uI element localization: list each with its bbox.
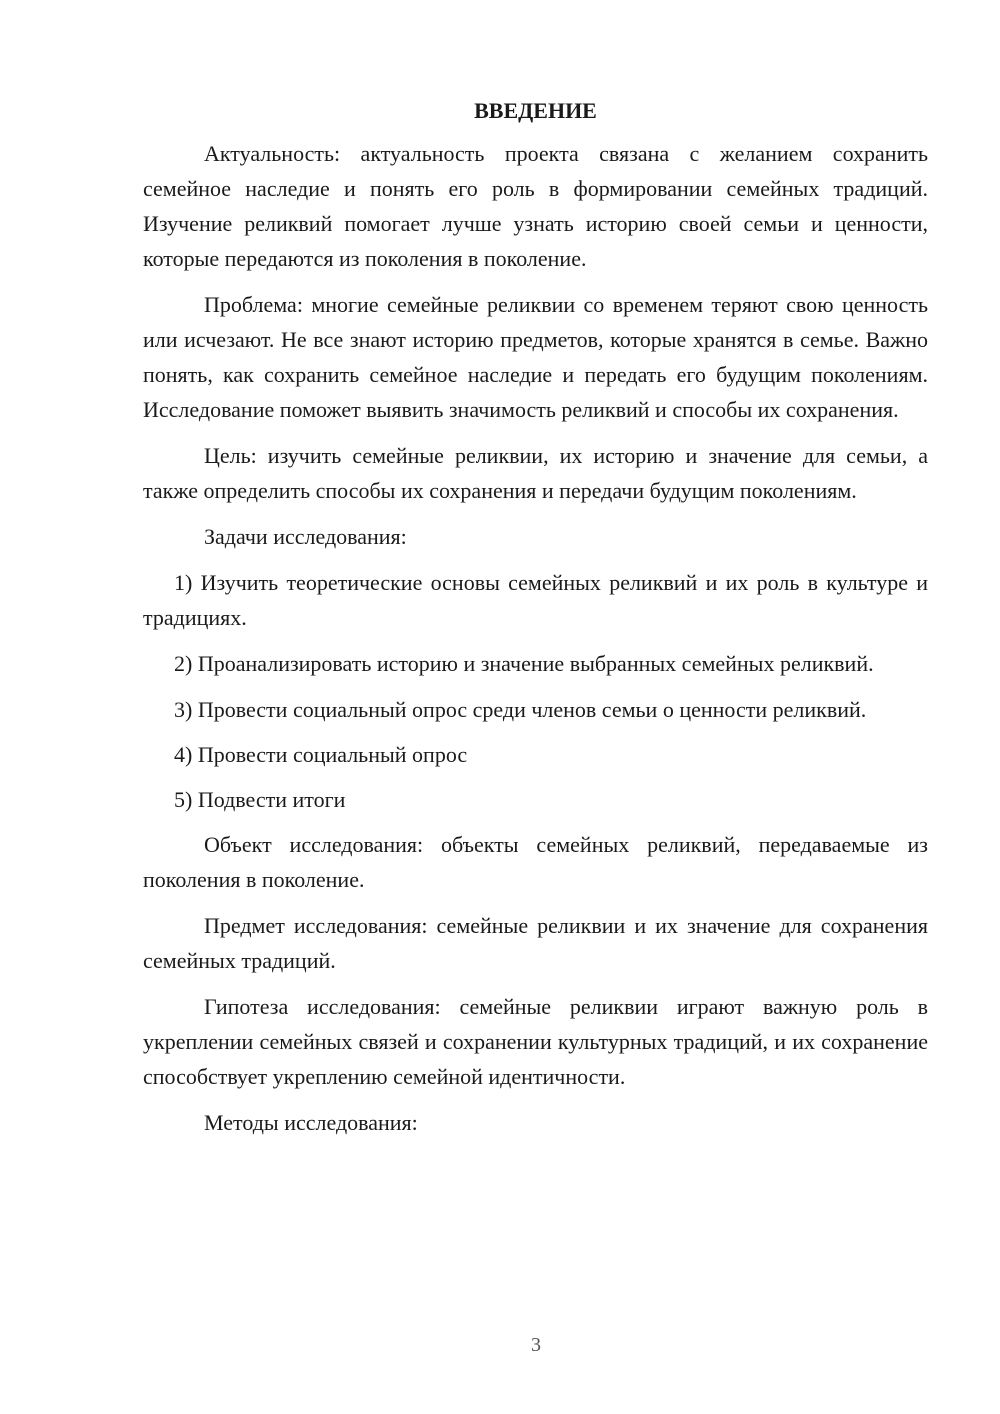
task-item-5: 5) Подвести итоги bbox=[174, 787, 346, 812]
paragraph-relevance: Актуальность: актуальность проекта связана с желанием сохранить семейное наследие и понять его роль в формировании семейных традиций. Изучение реликвий помогает лучше узнать историю своей семьи и ценности, которые передаются из поколения в поколение. bbox=[143, 141, 928, 271]
page-content bbox=[143, 94, 928, 1140]
paragraph-problem: Проблема: многие семейные реликвии со временем теряют свою ценность или исчезают. Не все знают историю предметов, которые хранятся в семье. Важно понять, как сохранить семейное наследие и передать его будущим поколениям. Исследование поможет выявить значимость реликвий и способы их сохранения. bbox=[143, 292, 928, 422]
page-number: 3 bbox=[531, 1334, 541, 1356]
page-title: ВВЕДЕНИЕ bbox=[474, 98, 597, 123]
tasks-heading: Задачи исследования: bbox=[204, 524, 407, 549]
paragraph-hypothesis: Гипотеза исследования: семейные реликвии играют важную роль в укреплении семейных связей и сохранении культурных традиций, и их сохранение способствует укреплению семейной идентичности. bbox=[143, 994, 928, 1089]
paragraph-subject: Предмет исследования: семейные реликвии и их значение для сохранения семейных традиций. bbox=[143, 913, 928, 973]
task-item-1: 1) Изучить теоретические основы семейных реликвий и их роль в культуре и традициях. bbox=[143, 570, 928, 630]
methods-heading: Методы исследования: bbox=[204, 1110, 418, 1135]
task-item-2: 2) Проанализировать историю и значение выбранных семейных реликвий. bbox=[174, 651, 874, 676]
task-item-4: 4) Провести социальный опрос bbox=[174, 742, 468, 767]
paragraph-goal: Цель: изучить семейные реликвии, их историю и значение для семьи, а также определить способы их сохранения и передачи будущим поколениям. bbox=[143, 443, 928, 503]
task-item-3: 3) Провести социальный опрос среди членов семьи о ценности реликвий. bbox=[174, 697, 867, 722]
paragraph-object: Объект исследования: объекты семейных реликвий, передаваемые из поколения в поколение. bbox=[143, 832, 928, 892]
